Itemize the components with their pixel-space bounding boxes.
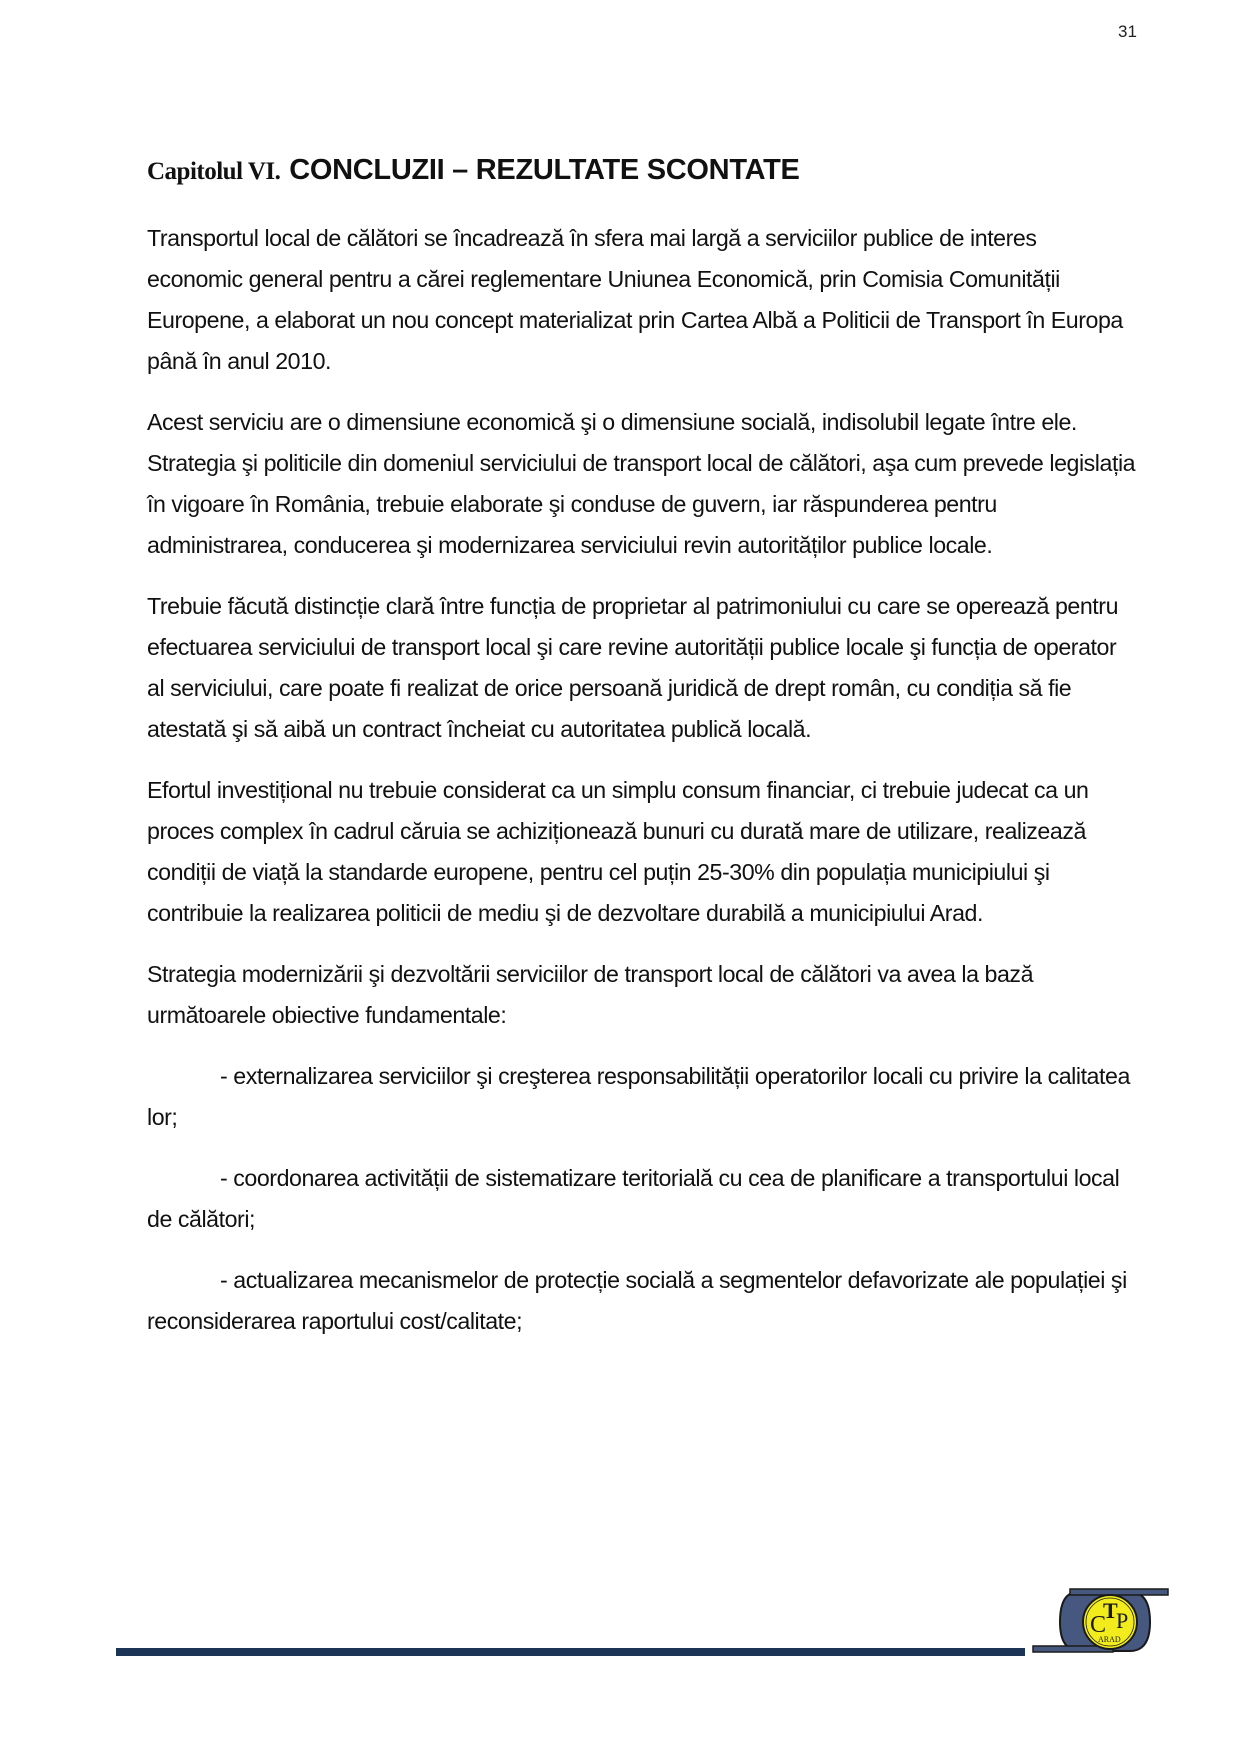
paragraph: Efortul investițional nu trebuie considerat ca un simplu consum financiar, ci trebuie judecat ca un proces complex în cadrul căruia se achiziționează bunuri cu durată mare de utilizare, realizează condiții de viață la standarde europene, pentru cel puțin 25-30% din populația municipiului şi contribuie la realizarea politicii de mediu şi de dezvoltare durabilă a municipiului Arad. [147,777,1089,926]
svg-text:P: P [1116,1608,1129,1633]
ctp-arad-logo-icon [1030,1584,1170,1660]
body-text [147,218,1137,1362]
objective-item: - coordonarea activității de sistematizare teritorială cu cea de planificare a transportului local de călători; [147,1165,1120,1232]
chapter-heading [147,150,800,187]
objective-item: - externalizarea serviciilor şi creşterea responsabilității operatorilor locali cu privire la calitatea lor; [147,1063,1130,1130]
chapter-label: Capitolul VI. [147,158,281,185]
footer-divider [116,1648,1025,1656]
chapter-title: CONCLUZII – REZULTATE SCONTATE [289,154,800,186]
paragraph: Transportul local de călători se încadrează în sfera mai largă a serviciilor publice de interes economic general pentru a cărei reglementare Uniunea Economică, prin Comisia Comunității Europene, a elaborat un nou concept materializat prin Cartea Albă a Politicii de Transport în Europa până în anul 2010. [147,225,1123,374]
paragraph: Strategia modernizării şi dezvoltării serviciilor de transport local de călători va avea la bază următoarele obiective fundamentale: [147,961,1034,1028]
svg-text:T: T [1103,1598,1118,1623]
svg-text:C: C [1090,1612,1107,1638]
objective-item: - actualizarea mecanismelor de protecție socială a segmentelor defavorizate ale populației şi reconsiderarea raportului cost/calitate; [147,1267,1127,1334]
svg-text:ARAD: ARAD [1098,1635,1121,1644]
page-number: 31 [1118,22,1137,41]
paragraph: Trebuie făcută distincție clară între funcția de proprietar al patrimoniului cu care se operează pentru efectuarea serviciului de transport local şi care revine autorității publice locale şi funcția de operator al serviciului, care poate fi realizat de orice persoană juridică de drept român, cu condiția să fie atestată şi să aibă un contract încheiat cu autoritatea publică locală. [147,593,1119,742]
paragraph: Acest serviciu are o dimensiune economică şi o dimensiune socială, indisolubil legate între ele. Strategia şi politicile din domeniul serviciului de transport local de călători, aşa cum prevede legislația în vigoare în România, trebuie elaborate şi conduse de guvern, iar răspunderea pentru administrarea, conducerea şi modernizarea serviciului revin autorităților publice locale. [147,409,1136,558]
